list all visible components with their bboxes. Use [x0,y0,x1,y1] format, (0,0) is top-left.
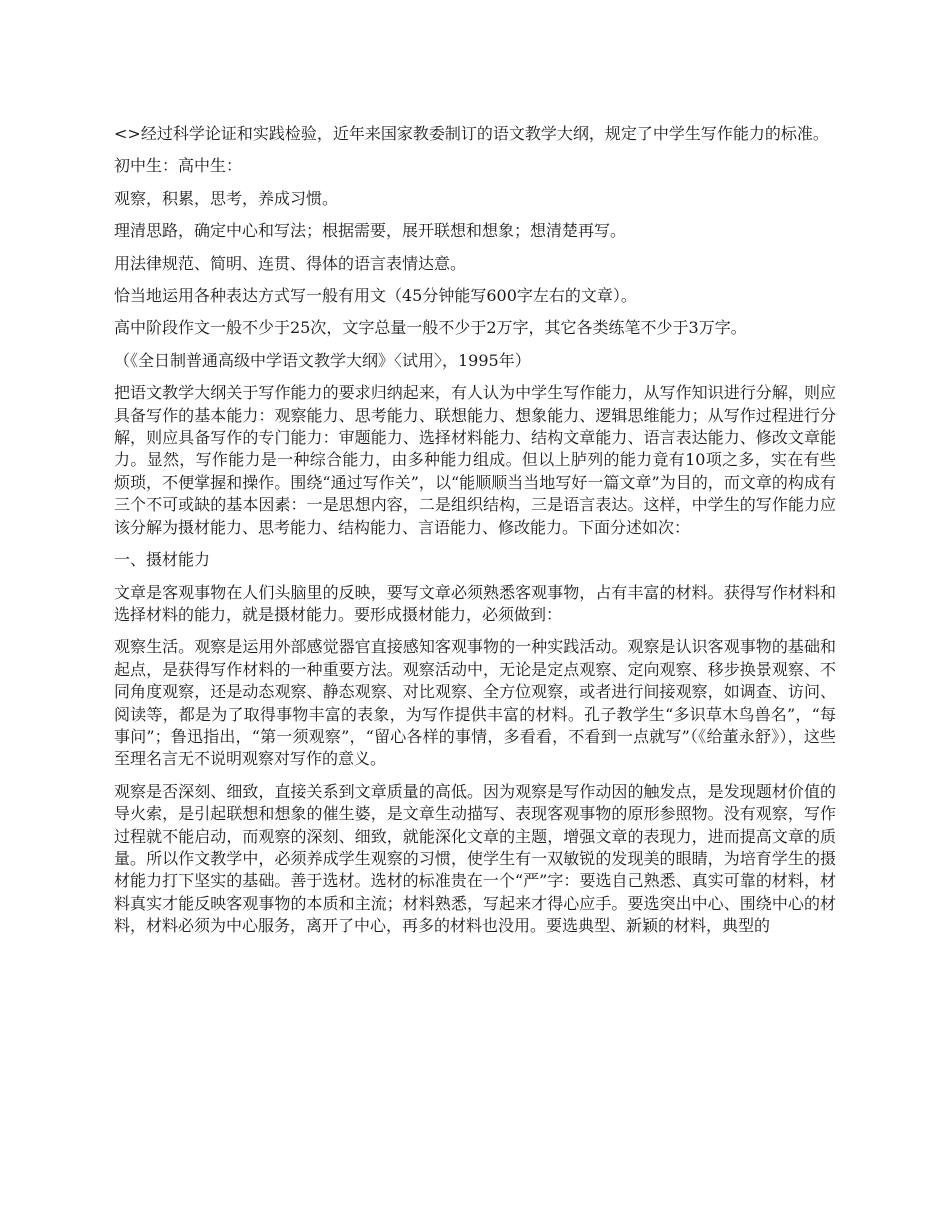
document-body [114,123,836,948]
paragraph-standard-3: 用法律规范、简明、连贯、得体的语言表情达意。 [114,253,467,273]
paragraph-intro: <>经过科学论证和实践检验，近年来国家教委制订的语文教学大纲，规定了中学生写作能力的标准。 [114,124,829,143]
paragraph-standard-2: 理清思路，确定中心和写法；根据需要，展开联想和想象；想清楚再写。 [114,221,627,241]
paragraph-summary: 把语文教学大纲关于写作能力的要求归纳起来，有人认为中学生写作能力，从写作知识进行分解，则应具备写作的基本能力：观察能力、思考能力、联想能力、想象能力、逻辑思维能力；从写作过程进行分解，则应具备写作的专门能力：审题能力、选择材料能力、结构文章能力、语言表达能力、修改文章能力。显然，写作能力是一种综合能力，由多种能力组成。但以上胪列的能力竟有10项之多，实在有些烦琐，不便掌握和操作。围绕“通过写作关”，以“能顺顺当当地写好一篇文章”为目的，而文章的构成有三个不可或缺的基本因素：一是思想内容，二是组织结构，三是语言表达。这样，中学生的写作能力应该分解为摄材能力、思考能力、结构能力、言语能力、修改能力。下面分述如次： [114,383,836,537]
paragraph-levels: 初中生：高中生： [114,156,243,176]
paragraph-standard-1: 观察，积累，思考，养成习惯。 [114,188,339,208]
paragraph-quantity: 高中阶段作文一般不少于25次，文字总量一般不少于2万字，其它各类练笔不少于3万字。 [114,318,747,338]
section-heading-material: 一、摄材能力 [114,550,211,570]
paragraph-standard-4: 恰当地运用各种表达方式写一般有用文（45分钟能写600字左右的文章）。 [114,286,637,306]
paragraph-material-intro: 文章是客观事物在人们头脑里的反映，要写文章必须熟悉客观事物，占有丰富的材料。获得写作材料和选择材料的能力，就是摄材能力。要形成摄材能力，必须做到： [114,582,836,624]
paragraph-citation: （《全日制普通高级中学语文教学大纲》〈试用〉，1995年） [114,350,531,370]
paragraph-observation-depth: 观察是否深刻、细致，直接关系到文章质量的高低。因为观察是写作动因的触发点，是发现题材价值的导火索，是引起联想和想象的催生婆，是文章生动描写、表现客观事物的原形参照物。没有观察，写作过程就不能启动，而观察的深刻、细致，就能深化文章的主题，增强文章的表现力，进而提高文章的质量。所以作文教学中，必须养成学生观察的习惯，使学生有一双敏锐的发现美的眼睛，为培育学生的摄材能力打下坚实的基础。善于选材。选材的标准贵在一个“严”字：要选自己熟悉、真实可靠的材料，材料真实才能反映客观事物的本质和主流；材料熟悉，写起来才得心应手。要选突出中心、围绕中心的材料，材料必须为中心服务，离开了中心，再多的材料也没用。要选典型、新颖的材料，典型的 [114,781,836,936]
paragraph-observation: 观察生活。观察是运用外部感觉器官直接感知客观事物的一种实践活动。观察是认识客观事物的基础和起点，是获得写作材料的一种重要方法。观察活动中，无论是定点观察、定向观察、移步换景观察、不同角度观察，还是动态观察、静态观察、对比观察、全方位观察，或者进行间接观察，如调查、访问、阅读等，都是为了取得事物丰富的表象，为写作提供丰富的材料。孔子教学生“多识草木鸟兽名”，“每事问”；鲁迅指出，“第一须观察”，“留心各样的事情，多看看，不看到一点就写”（《给董永舒》），这些至理名言无不说明观察对写作的意义。 [114,637,836,769]
